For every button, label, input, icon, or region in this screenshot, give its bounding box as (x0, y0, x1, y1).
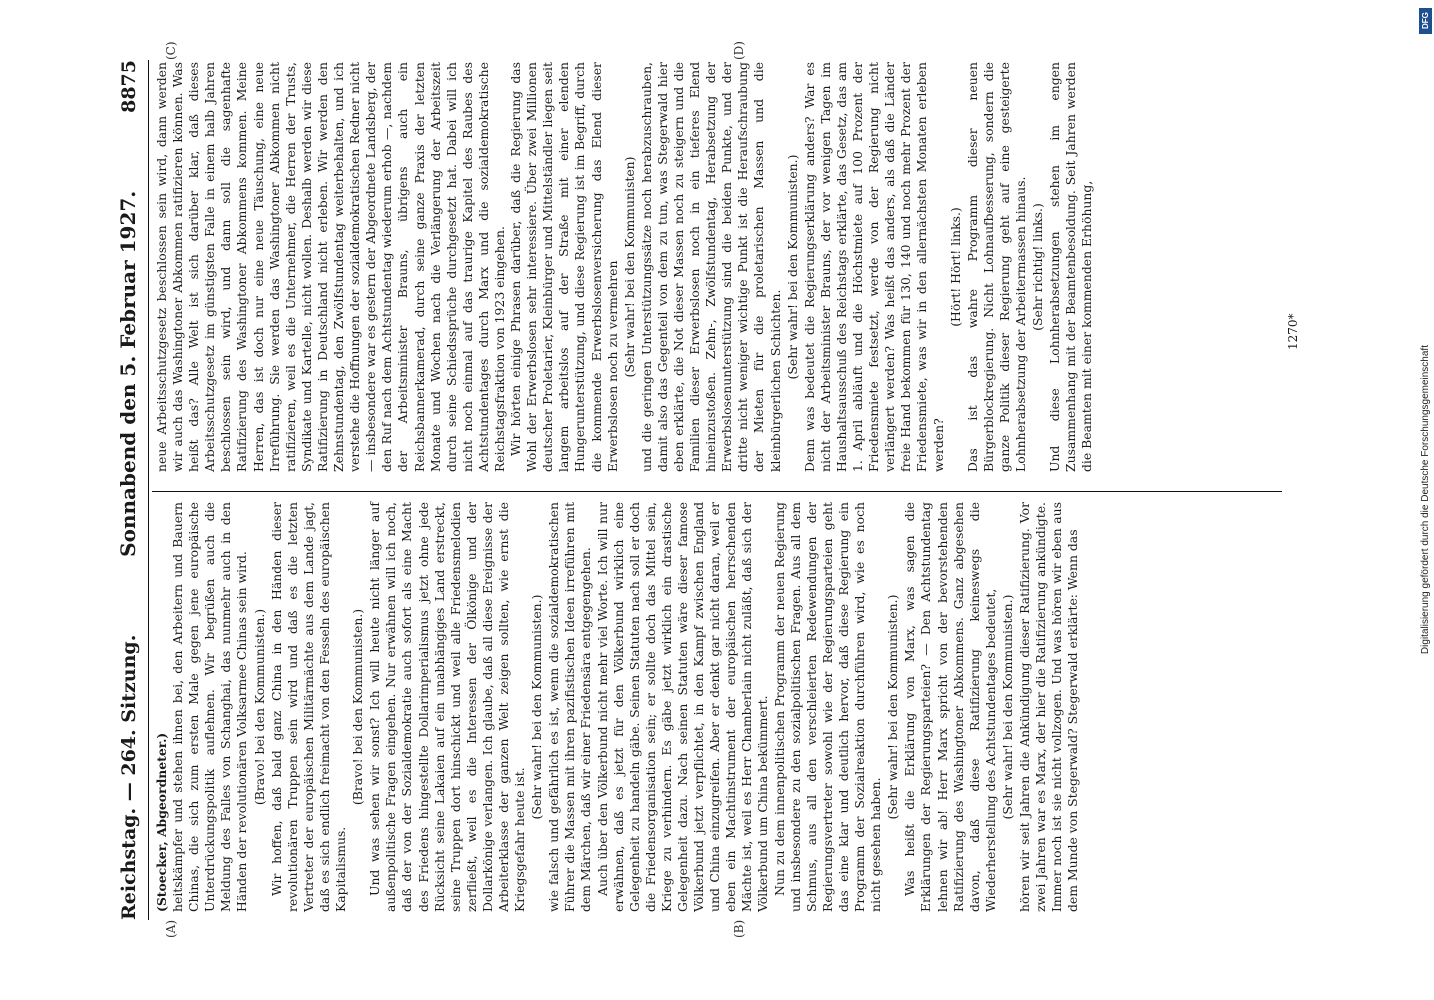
paragraph: Wir hörten einige Phrasen darüber, daß die Regierung das Wohl der Erwerbslosen sehr interessiere. Über zwei Millionen deutscher Proletarier, Kleinbürger und Mittelständler liegen seit langem arbeitslos auf der Straße mit einer elenden Hungerunterstützung, und diese Regierung ist im Begriff, durch die kommende Erwerbslosenversicherung das Elend dieser Erwerbslosen noch zu vermehren (508, 62, 620, 472)
interjection: (Sehr wahr! bei den Kommunisten) (621, 156, 637, 378)
interjection: (Sehr wahr! bei den Kommunisten.) (784, 154, 800, 380)
paragraph: Auch über den Völkerbund nicht mehr viel Worte. Ich will nur erwähnen, daß es jetzt für den Völkerbund wirklich eine Gelegenheit zu handeln gäbe. Seinen Statuten nach soll er doch die Friedensorganisation sein; er sollte doch das Mittel sein, Kriege zu verhindern. Es gäbe jetzt wirklich ein drastische Gelegenheit dazu. Nach seinen Statuten wäre dieser famose Völkerbund jetzt verpflichtet, in den Kampf zwischen England und China einzugreifen. Aber er denkt gar nicht daran, weil er eben ein Machtinstrument der europäischen herrschenden Mächte ist, weil es Herr Chamberlain nicht zuläßt, daß sich der Völkerbund um China bekümmert. (594, 502, 771, 912)
paragraph: hören wir seit Jahren die Ankündigung dieser Ratifizierung. Vor zwei Jahren war es Marx, der hier die Ratifizierung ankündigte. Immer noch ist sie nicht vollzogen. Und was hören wir eben aus dem Munde von Stegerwald? Stegerwald erklärte: Wenn das (1016, 502, 1081, 912)
interjection: (Sehr richtig! links.) (1030, 203, 1046, 331)
footer-signature: 1270* (1286, 313, 1300, 350)
paragraph: (Stoecker, Abgeordneter.) (154, 732, 169, 912)
paragraph: Wir hoffen, daß bald ganz China in den Händen dieser revolutionären Truppen sein wird und daß es die letzten Vertreter der europäischen Militärmächte aus dem Lande jagt, daß es sich endlich freimacht von den Fesseln des europäischen Kapitalismus. (268, 502, 349, 912)
left-column (154, 502, 1081, 912)
margin-letter-c: (C) (164, 41, 178, 60)
margin-letter-d: (D) (732, 41, 746, 60)
paragraph: neue Arbeitsschutzgesetz beschlossen sein wird, dann werden wir auch das Washingtoner Abkommen ratifizieren können. Was heißt das? Alle Welt ist sich darüber klar, daß dieses Arbeitsschutzgesetz im günstigsten Falle in einem halb Jahren beschlossen sein wird, und dann soll die sagenhafte Ratifizierung des Washingtoner Abkommens kommen. Meine Herren, das ist doch nur eine neue Täuschung, eine neue Irreführung. Sie werden das Washingtoner Abkommen nicht ratifizieren, weil es die Unternehmer, die Herren der Trusts, Syndikate und Kartelle, nicht wollen. Deshalb werden wir diese Ratifizierung in Deutschland nicht erleben. Wir werden den Zehnstundentag, den Zwölfstundentag weiterbehalten, und ich verstehe die Hoffnungen der sozialdemokratischen Redner nicht — insbesondere war es gestern der Abgeordnete Landsberg, der den Ruf nach dem Achtstundentag wiederum erhob —, nachdem der Arbeitsminister Brauns, übrigens auch ein Reichsbannerkamerad, durch seine ganze Praxis der letzten Monate und Wochen nach die Verlängerung der Arbeitszeit durch seine Schiedssprüche durchgesetzt hat. Dabei will ich nicht noch einmal auf das traurige Kapitel des Raubes des Achtstundentages durch Marx und die sozialdemokratische Reichstagsfraktion von 1923 eingehen. (154, 62, 507, 472)
page-number: 8875 (118, 60, 140, 113)
paragraph: Und was sehen wir sonst? Ich will heute nicht länger auf außenpolitische Fragen eingehen. Nur erwähnen will ich noch, daß der von der Sozialdemokratie auch sofort als eine Macht des Friedens hingestellte Dollarimperialismus jetzt ohne jede Rücksicht seine Lakaien auf ein unabhängiges Land erstreckt, seine Truppen dort hinschickt und weil alle Friedensmelodien zerfließt, weil es die Interessen der Ölkönige und der Dollarkönige verlangen. Ich glaube, daß all diese Ereignisse der Arbeiterklasse der ganzen Welt zeigen sollten, wie ernst die Kriegsgefahr heute ist. (367, 502, 528, 912)
header-rule (148, 60, 149, 920)
dfg-notice: Digitalisierung gefördert durch die Deutsche Forschungsgemeinschaft (1419, 345, 1431, 655)
dfg-logo: DFG (1419, 8, 1432, 34)
paragraph: Denn was bedeutet die Regierungserklärung anders? War es nicht der Arbeitsminister Brauns, der vor wenigen Tagen im Haushaltsausschuß des Reichstags erklärte, das Gesetz, das am 1. April abläuft und die Höchstmiete auf 100 Prozent der Friedensmiete festsetzt, werde von der Regierung nicht verlängert werden? Was heißt das anders, als daß die Länder freie Hand bekommen für 130, 140 und noch mehr Prozent der Friedensmiete, was wir in den allernächsten Monaten erleben werden? (801, 62, 946, 472)
column-divider (152, 491, 1282, 492)
interjection: (Hört! Hört! links.) (947, 207, 963, 327)
margin-letter-a: (A) (164, 919, 178, 938)
interjection: (Bravo! bei den Kommunisten.) (350, 608, 366, 806)
margin-letter-b: (B) (732, 919, 746, 938)
page-header (116, 60, 146, 920)
interjection: (Sehr wahr! bei den Kommunisten.) (885, 594, 901, 820)
paragraph: Das ist das wahre Programm dieser neuen Bürgerblockregierung. Nicht Lohnaufbesserung, sondern die ganze Politik dieser Regierung geht auf eine gesteigerte Lohnherabsetzung der Arbeitermassen hinaus. (964, 62, 1028, 472)
interjection: (Bravo! bei den Kommunisten.) (251, 608, 267, 806)
paragraph: Was heißt die Erklärung von Marx, was sagen die Erklärungen der Regierungsparteien? — Den Achtstundentag lehnen wir ab! Herr Marx spricht von der bevorstehenden Ratifizierung des Washingtoner Abkommens. Ganz abgesehen davon, daß diese Ratifizierung keineswegs die Wiederherstellung des Achtstundentages bedeutet, (902, 502, 998, 912)
right-column (154, 62, 1095, 472)
interjection: (Sehr wahr! bei den Kommunisten.) (529, 594, 545, 820)
scanned-page (92, 40, 1342, 960)
dfg-notice-strip (1416, 0, 1434, 1000)
paragraph: und die geringen Unterstützungssätze noch herabzuschrauben, damit also das Gegenteil von dem zu tun, was Stegerwald hier eben erklärte, die Not dieser Massen noch zu steigern und die Familien dieser Erwerbslosen noch in ein tieferes Elend hineinzustoßen. Zehn-, Zwölfstundentag, Herabsetzung der Erwerbslosenunterstützung sind die beiden Punkte, und der dritte nicht weniger wichtige Punkt ist die Heraufschraubung der Mieten für die proletarischen Massen und die kleinbürgerlichen Schichten. (638, 62, 783, 472)
paragraph: heitskämpfer und stehen ihnen bei, den Arbeitern und Bauern Chinas, die sich zum ersten Male gegen jene europäische Unterdrückungspolitik auflehnen. Wir begrüßen auch die Meldung des Falles von Schanghai, das nunmehr auch in den Händen der revolutionären Volksarmee Chinas sein wird. (170, 502, 250, 912)
interjection: (Sehr wahr! bei den Kommunisten.) (999, 594, 1015, 820)
header-date: Sonnabend den 5. Februar 1927. (116, 190, 140, 557)
paragraph: Und diese Lohnherabsetzungen stehen im engen Zusammenhang mit der Beamtenbesoldung. Seit Jahren werden die Beamten mit einer kommenden Erhöhung, (1047, 62, 1095, 472)
paragraph: wie falsch und gefährlich es ist, wenn die sozialdemokratischen Führer die Massen mit ihren pazifistischen Ideen irreführen mit dem Märchen, daß wir einer Friedensära entgegengehen. (546, 502, 594, 912)
header-left: Reichstag. — 264. Sitzung. (118, 634, 140, 920)
paragraph: Nun zu dem innenpolitischen Programm der neuen Regierung und insbesondere zu den sozialpolitischen Fragen. Aus all dem Schmus, aus all den verschleierten Redewendungen der Regierungsvertreter sowohl wie der Regierungsparteien geht das eine klar und deutlich hervor, daß diese Regierung ein Programm der Sozialreaktion durchführen wird, wie es noch nicht gesehen haben. (771, 502, 884, 912)
